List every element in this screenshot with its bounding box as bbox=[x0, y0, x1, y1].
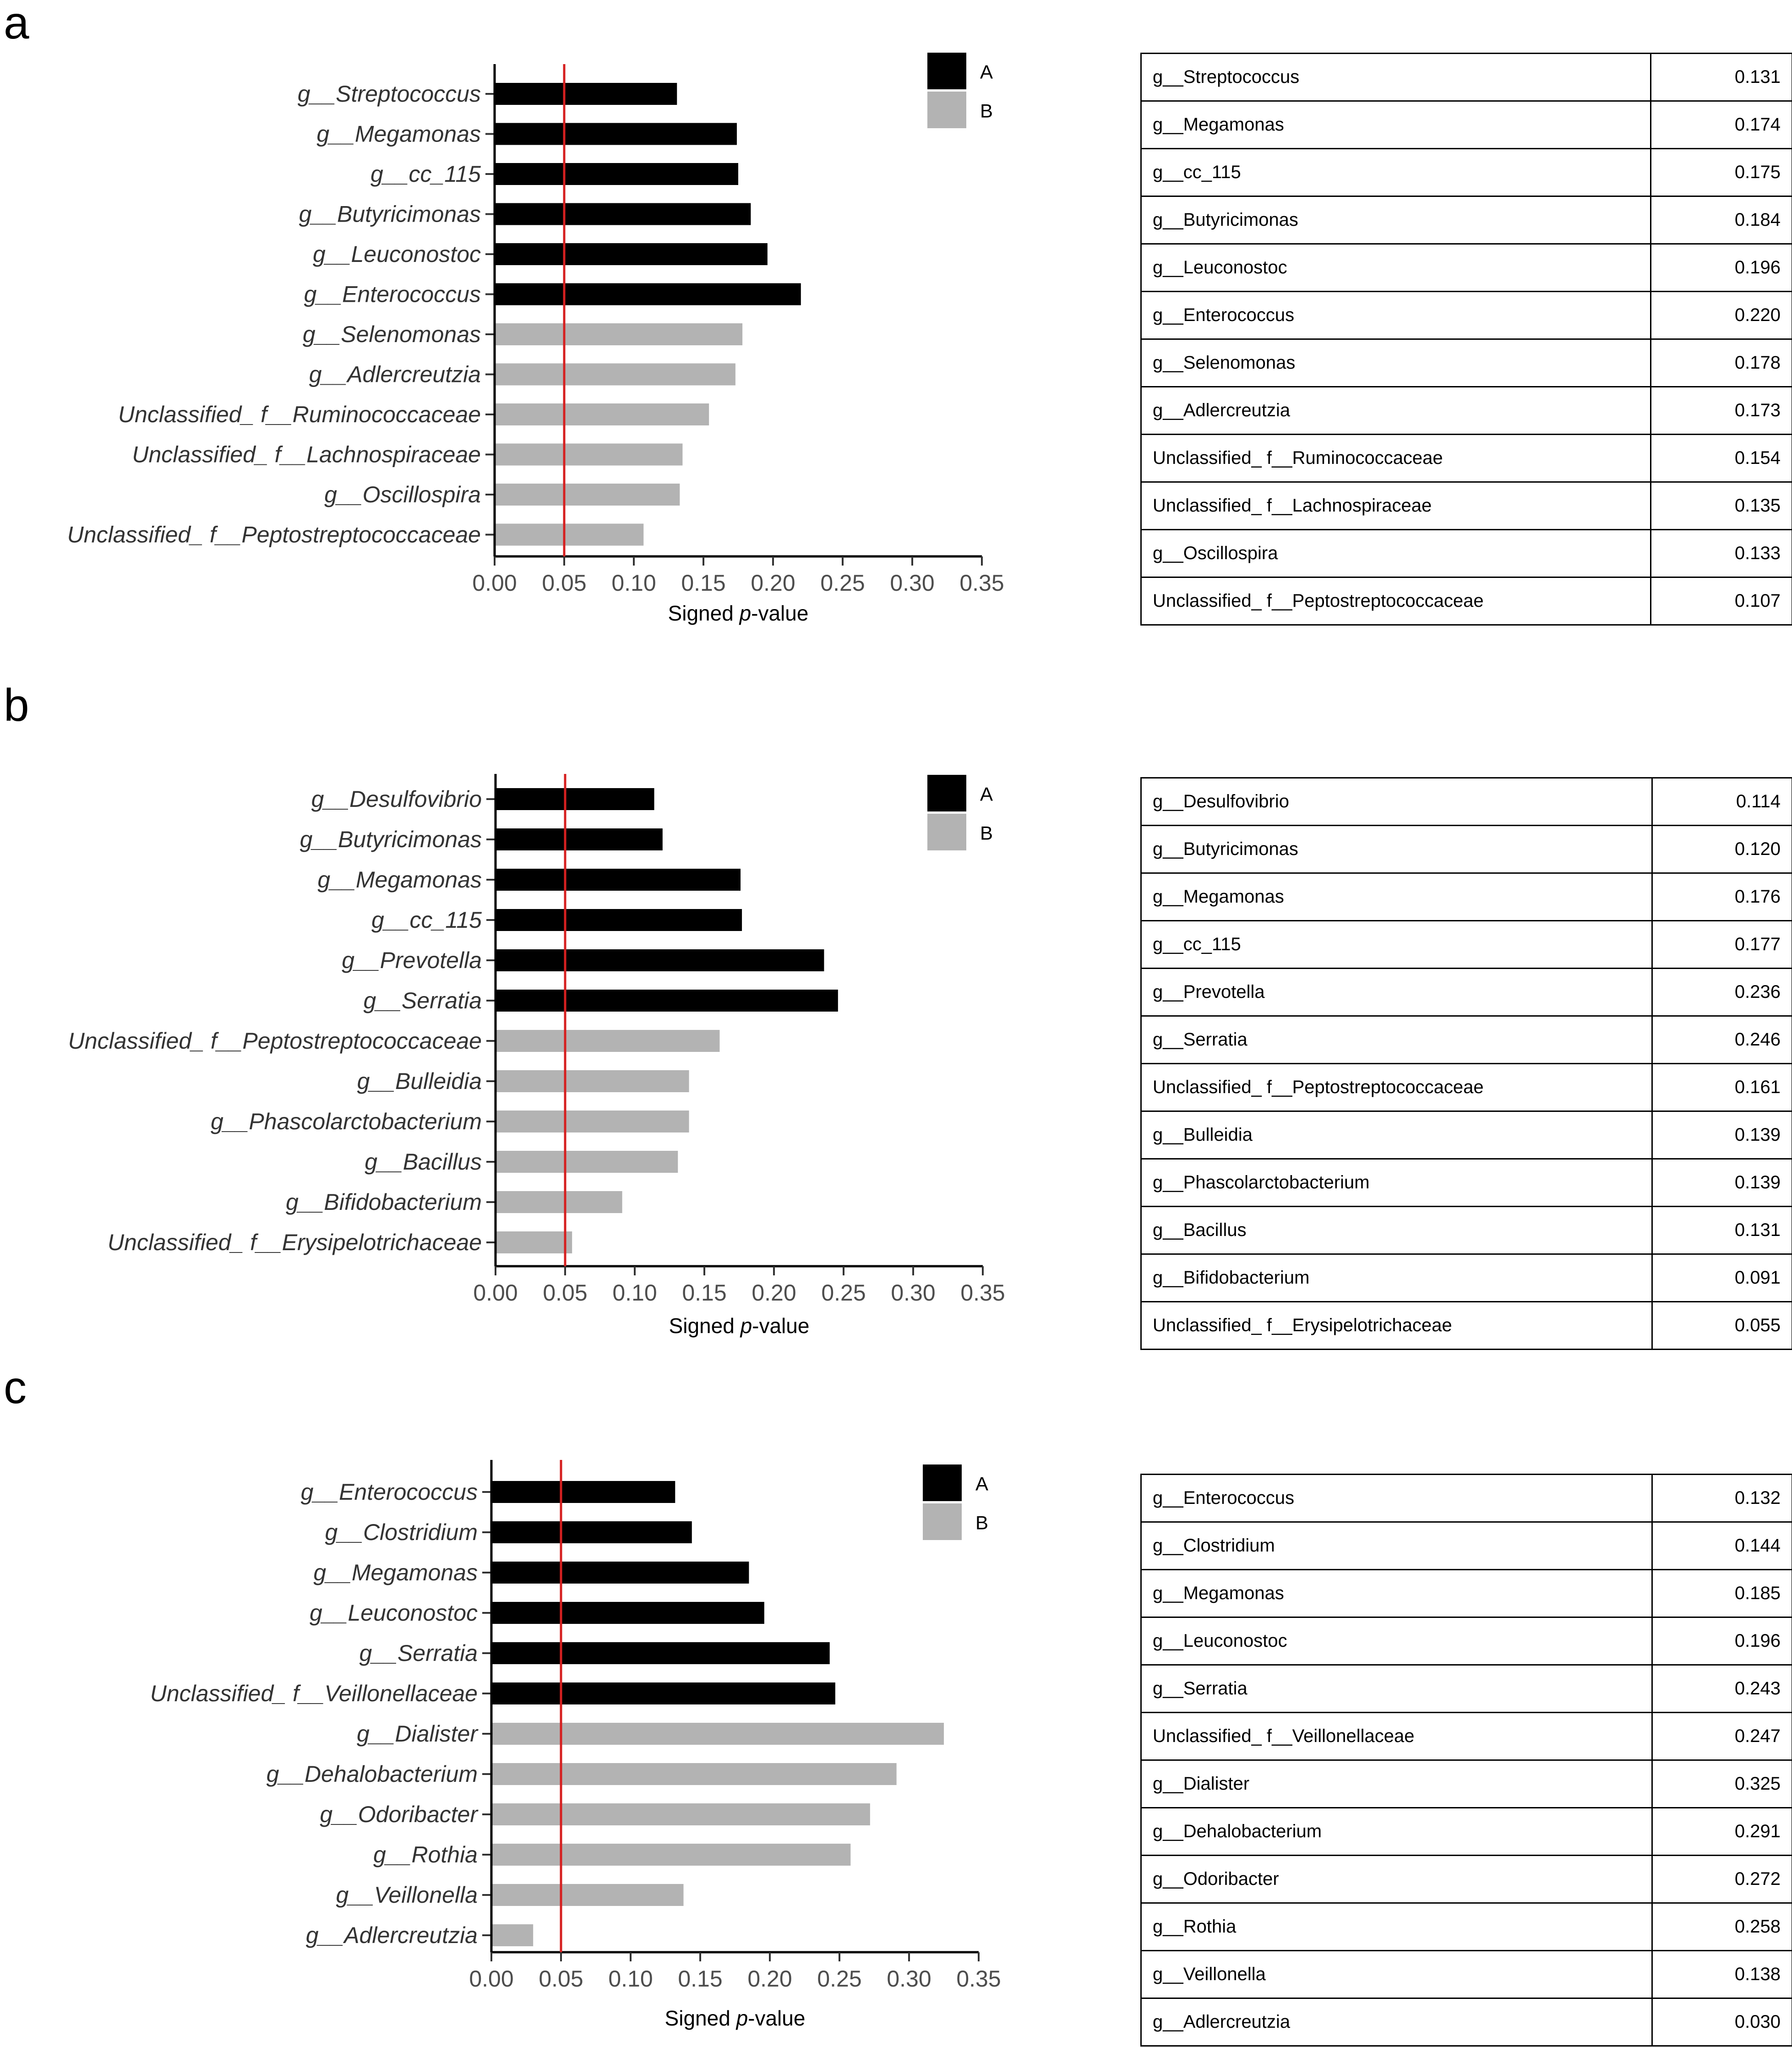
table-row bbox=[1141, 149, 1792, 196]
category-label: g__Phascolarctobacterium bbox=[211, 1109, 482, 1134]
x-tick-label: 0.30 bbox=[890, 570, 934, 596]
table-row bbox=[1141, 244, 1792, 292]
bar bbox=[491, 1924, 533, 1946]
category-label: g__Desulfovibrio bbox=[311, 786, 482, 812]
bar bbox=[495, 484, 680, 506]
table-row bbox=[1141, 1713, 1792, 1760]
taxon-cell: g__Clostridium bbox=[1141, 1522, 1652, 1570]
taxon-cell: Unclassified_ f__Peptostreptococcaceae bbox=[1141, 1064, 1652, 1111]
category-label: g__Dehalobacterium bbox=[267, 1761, 478, 1787]
bar bbox=[491, 1562, 749, 1584]
table-row bbox=[1141, 1254, 1792, 1302]
value-cell: 0.176 bbox=[1652, 873, 1792, 921]
taxon-cell: g__Megamonas bbox=[1141, 1570, 1652, 1617]
table-row bbox=[1141, 921, 1792, 969]
table-row bbox=[1141, 1302, 1792, 1350]
value-cell: 0.325 bbox=[1652, 1760, 1792, 1808]
x-axis-label: Signed p-value bbox=[665, 2006, 806, 2031]
taxon-cell: g__Bifidobacterium bbox=[1141, 1254, 1652, 1302]
taxon-cell: g__Serratia bbox=[1141, 1665, 1652, 1713]
category-label: g__Adlercreutzia bbox=[309, 362, 481, 387]
taxon-cell: Unclassified_ f__Peptostreptococcaceae bbox=[1141, 577, 1651, 625]
category-label: Unclassified_ f__Lachnospiraceae bbox=[132, 442, 481, 468]
x-tick-label: 0.10 bbox=[612, 1280, 657, 1306]
x-tick-label: 0.25 bbox=[821, 1280, 866, 1306]
x-tick-label: 0.10 bbox=[611, 570, 656, 596]
taxon-cell: g__Adlercreutzia bbox=[1141, 387, 1651, 435]
value-cell: 0.196 bbox=[1651, 244, 1792, 292]
bar bbox=[496, 1231, 572, 1253]
category-label: Unclassified_ f__Peptostreptococcaceae bbox=[67, 522, 481, 548]
category-label: g__Enterococcus bbox=[304, 282, 481, 307]
x-tick-label: 0.35 bbox=[960, 1280, 1005, 1306]
bar bbox=[496, 788, 654, 810]
panel-b bbox=[0, 682, 1792, 1365]
category-label: g__Butyricimonas bbox=[299, 201, 481, 227]
bar bbox=[495, 323, 742, 345]
value-cell: 0.184 bbox=[1651, 196, 1792, 244]
x-tick-label: 0.25 bbox=[820, 570, 865, 596]
value-cell: 0.272 bbox=[1652, 1856, 1792, 1903]
table-row bbox=[1141, 1856, 1792, 1903]
bar bbox=[495, 403, 709, 425]
table-row bbox=[1141, 1808, 1792, 1856]
value-cell: 0.138 bbox=[1652, 1951, 1792, 1998]
bar bbox=[491, 1481, 675, 1503]
bar bbox=[496, 1191, 622, 1213]
values-table bbox=[1140, 777, 1792, 1350]
bar bbox=[491, 1602, 764, 1624]
category-label: g__Megamonas bbox=[317, 867, 482, 893]
taxon-cell: g__Bulleidia bbox=[1141, 1111, 1652, 1159]
x-tick-label: 0.30 bbox=[887, 1966, 931, 1992]
bar bbox=[496, 909, 742, 931]
taxon-cell: g__Megamonas bbox=[1141, 101, 1651, 149]
taxon-cell: g__Adlercreutzia bbox=[1141, 1998, 1652, 2046]
table-row bbox=[1141, 196, 1792, 244]
category-label: g__Butyricimonas bbox=[300, 827, 482, 852]
table-row bbox=[1141, 101, 1792, 149]
taxon-cell: g__Rothia bbox=[1141, 1903, 1652, 1951]
table-row bbox=[1141, 1760, 1792, 1808]
table-row bbox=[1141, 577, 1792, 625]
value-cell: 0.178 bbox=[1651, 339, 1792, 387]
value-cell: 0.030 bbox=[1652, 1998, 1792, 2046]
table-row bbox=[1141, 530, 1792, 577]
taxon-cell: g__Megamonas bbox=[1141, 873, 1652, 921]
bar bbox=[495, 203, 751, 225]
bar bbox=[491, 1763, 897, 1785]
table-row bbox=[1141, 1111, 1792, 1159]
bar bbox=[495, 283, 801, 305]
taxon-cell: Unclassified_ f__Erysipelotrichaceae bbox=[1141, 1302, 1652, 1350]
taxon-cell: g__Dialister bbox=[1141, 1760, 1652, 1808]
table-row bbox=[1141, 435, 1792, 482]
value-cell: 0.107 bbox=[1651, 577, 1792, 625]
value-cell: 0.243 bbox=[1652, 1665, 1792, 1713]
taxon-cell: g__Oscillospira bbox=[1141, 530, 1651, 577]
category-label: g__Megamonas bbox=[316, 121, 481, 147]
table-row bbox=[1141, 387, 1792, 435]
table-row bbox=[1141, 1475, 1792, 1522]
x-axis-label: Signed p-value bbox=[669, 1313, 810, 1338]
taxon-cell: g__cc_115 bbox=[1141, 149, 1651, 196]
category-label: g__Rothia bbox=[373, 1842, 478, 1867]
table-row bbox=[1141, 292, 1792, 339]
bar bbox=[495, 163, 738, 185]
x-tick-label: 0.05 bbox=[542, 570, 586, 596]
bar bbox=[496, 1070, 689, 1092]
category-label: g__cc_115 bbox=[371, 907, 482, 933]
category-label: g__Streptococcus bbox=[298, 81, 481, 107]
value-cell: 0.291 bbox=[1652, 1808, 1792, 1856]
bar bbox=[491, 1844, 850, 1866]
bar bbox=[495, 364, 735, 386]
category-label: g__Adlercreutzia bbox=[306, 1922, 478, 1948]
bar bbox=[495, 123, 737, 145]
category-label: g__Leuconostoc bbox=[310, 1600, 478, 1626]
panel-label: b bbox=[4, 682, 29, 728]
x-tick-label: 0.05 bbox=[543, 1280, 587, 1306]
bar bbox=[496, 1111, 689, 1132]
bar bbox=[491, 1521, 692, 1543]
table-row bbox=[1141, 1522, 1792, 1570]
x-tick-label: 0.25 bbox=[817, 1966, 861, 1992]
x-tick-label: 0.15 bbox=[678, 1966, 722, 1992]
table-row bbox=[1141, 1570, 1792, 1617]
table-row bbox=[1141, 1207, 1792, 1254]
value-cell: 0.120 bbox=[1652, 826, 1792, 873]
value-cell: 0.174 bbox=[1651, 101, 1792, 149]
value-cell: 0.236 bbox=[1652, 969, 1792, 1016]
values-table bbox=[1140, 1474, 1792, 2047]
table-row bbox=[1141, 1903, 1792, 1951]
taxon-cell: g__Desulfovibrio bbox=[1141, 778, 1652, 826]
table-row bbox=[1141, 339, 1792, 387]
value-cell: 0.246 bbox=[1652, 1016, 1792, 1064]
x-tick-label: 0.35 bbox=[956, 1966, 1001, 1992]
value-cell: 0.196 bbox=[1652, 1617, 1792, 1665]
value-cell: 0.144 bbox=[1652, 1522, 1792, 1570]
value-cell: 0.135 bbox=[1651, 482, 1792, 530]
x-tick-label: 0.35 bbox=[959, 570, 1004, 596]
x-tick-label: 0.20 bbox=[752, 1280, 796, 1306]
bar bbox=[496, 1151, 678, 1173]
x-tick-label: 0.15 bbox=[681, 570, 725, 596]
category-label: g__Bulleidia bbox=[357, 1068, 482, 1094]
category-label: g__Bacillus bbox=[365, 1149, 482, 1175]
taxon-cell: g__Leuconostoc bbox=[1141, 244, 1651, 292]
table-row bbox=[1141, 778, 1792, 826]
x-tick-label: 0.05 bbox=[539, 1966, 583, 1992]
panel-label: a bbox=[4, 0, 29, 46]
table-row bbox=[1141, 1998, 1792, 2046]
taxon-cell: Unclassified_ f__Veillonellaceae bbox=[1141, 1713, 1652, 1760]
bar bbox=[491, 1723, 944, 1745]
category-label: g__Oscillospira bbox=[324, 482, 481, 507]
taxon-cell: g__Enterococcus bbox=[1141, 292, 1651, 339]
category-label: Unclassified_ f__Ruminococcaceae bbox=[118, 402, 481, 427]
legend-label: A bbox=[980, 784, 993, 805]
bar bbox=[491, 1803, 870, 1825]
value-cell: 0.177 bbox=[1652, 921, 1792, 969]
taxon-cell: g__Bacillus bbox=[1141, 1207, 1652, 1254]
category-label: Unclassified_ f__Veillonellaceae bbox=[150, 1681, 478, 1706]
legend-swatch bbox=[927, 53, 966, 89]
value-cell: 0.132 bbox=[1652, 1475, 1792, 1522]
category-label: g__Clostridium bbox=[325, 1519, 478, 1545]
legend-label: B bbox=[980, 822, 993, 844]
value-cell: 0.161 bbox=[1652, 1064, 1792, 1111]
category-label: Unclassified_ f__Erysipelotrichaceae bbox=[108, 1230, 482, 1255]
bar bbox=[495, 83, 677, 105]
table-row bbox=[1141, 1617, 1792, 1665]
value-cell: 0.139 bbox=[1652, 1111, 1792, 1159]
value-cell: 0.131 bbox=[1652, 1207, 1792, 1254]
category-label: g__Megamonas bbox=[313, 1560, 478, 1585]
value-cell: 0.114 bbox=[1652, 778, 1792, 826]
value-cell: 0.131 bbox=[1651, 54, 1792, 101]
table-row bbox=[1141, 1665, 1792, 1713]
values-table bbox=[1140, 53, 1792, 626]
bar bbox=[496, 949, 824, 971]
bar bbox=[496, 1030, 719, 1052]
category-label: g__cc_115 bbox=[370, 161, 481, 187]
taxon-cell: g__Serratia bbox=[1141, 1016, 1652, 1064]
taxon-cell: Unclassified_ f__Lachnospiraceae bbox=[1141, 482, 1651, 530]
table-row bbox=[1141, 1951, 1792, 1998]
x-axis-label: Signed p-value bbox=[668, 601, 809, 626]
value-cell: 0.091 bbox=[1652, 1254, 1792, 1302]
legend-swatch bbox=[923, 1503, 962, 1540]
taxon-cell: g__Leuconostoc bbox=[1141, 1617, 1652, 1665]
x-tick-label: 0.30 bbox=[891, 1280, 935, 1306]
taxon-cell: g__Selenomonas bbox=[1141, 339, 1651, 387]
bar bbox=[495, 243, 768, 265]
category-label: g__Leuconostoc bbox=[313, 241, 481, 267]
table-row bbox=[1141, 1064, 1792, 1111]
x-tick-label: 0.20 bbox=[751, 570, 795, 596]
bar bbox=[496, 828, 663, 850]
bar-chart bbox=[0, 1365, 1053, 2045]
category-label: g__Enterococcus bbox=[301, 1479, 478, 1505]
value-cell: 0.154 bbox=[1651, 435, 1792, 482]
legend-label: B bbox=[975, 1512, 988, 1534]
legend-swatch bbox=[923, 1464, 962, 1501]
value-cell: 0.220 bbox=[1651, 292, 1792, 339]
bar-chart bbox=[0, 682, 1053, 1323]
x-tick-label: 0.00 bbox=[469, 1966, 513, 1992]
category-label: g__Serratia bbox=[359, 1640, 478, 1666]
x-tick-label: 0.10 bbox=[608, 1966, 653, 1992]
bar bbox=[491, 1642, 830, 1664]
table-row bbox=[1141, 873, 1792, 921]
category-label: Unclassified_ f__Peptostreptococcaceae bbox=[68, 1028, 482, 1054]
x-tick-label: 0.20 bbox=[747, 1966, 792, 1992]
taxon-cell: g__Enterococcus bbox=[1141, 1475, 1652, 1522]
category-label: g__Serratia bbox=[364, 988, 482, 1013]
value-cell: 0.258 bbox=[1652, 1903, 1792, 1951]
x-tick-label: 0.15 bbox=[682, 1280, 726, 1306]
table-row bbox=[1141, 482, 1792, 530]
value-cell: 0.139 bbox=[1652, 1159, 1792, 1207]
taxon-cell: g__Prevotella bbox=[1141, 969, 1652, 1016]
taxon-cell: g__Butyricimonas bbox=[1141, 196, 1651, 244]
value-cell: 0.173 bbox=[1651, 387, 1792, 435]
legend-swatch bbox=[927, 92, 966, 128]
value-cell: 0.175 bbox=[1651, 149, 1792, 196]
bar bbox=[496, 990, 838, 1012]
table-row bbox=[1141, 1016, 1792, 1064]
legend-swatch bbox=[927, 814, 966, 850]
legend-label: A bbox=[975, 1473, 988, 1495]
category-label: g__Dialister bbox=[357, 1721, 479, 1747]
bar bbox=[495, 444, 682, 466]
bar bbox=[491, 1682, 835, 1704]
taxon-cell: g__Butyricimonas bbox=[1141, 826, 1652, 873]
bar bbox=[495, 524, 643, 546]
table-row bbox=[1141, 826, 1792, 873]
value-cell: 0.133 bbox=[1651, 530, 1792, 577]
bar-chart bbox=[0, 0, 1053, 641]
taxon-cell: g__Phascolarctobacterium bbox=[1141, 1159, 1652, 1207]
x-tick-label: 0.00 bbox=[473, 1280, 517, 1306]
value-cell: 0.185 bbox=[1652, 1570, 1792, 1617]
legend-label: B bbox=[980, 100, 993, 122]
legend-label: A bbox=[980, 61, 993, 83]
panel-a bbox=[0, 0, 1792, 682]
taxon-cell: Unclassified_ f__Ruminococcaceae bbox=[1141, 435, 1651, 482]
bar bbox=[496, 869, 741, 891]
category-label: g__Bifidobacterium bbox=[286, 1189, 482, 1215]
category-label: g__Odoribacter bbox=[320, 1802, 479, 1827]
category-label: g__Veillonella bbox=[336, 1882, 478, 1908]
taxon-cell: g__Veillonella bbox=[1141, 1951, 1652, 1998]
legend-swatch bbox=[927, 775, 966, 811]
taxon-cell: g__cc_115 bbox=[1141, 921, 1652, 969]
table-row bbox=[1141, 969, 1792, 1016]
value-cell: 0.055 bbox=[1652, 1302, 1792, 1350]
panel-c bbox=[0, 1365, 1792, 2047]
taxon-cell: g__Streptococcus bbox=[1141, 54, 1651, 101]
table-row bbox=[1141, 54, 1792, 101]
x-tick-label: 0.00 bbox=[472, 570, 517, 596]
taxon-cell: g__Odoribacter bbox=[1141, 1856, 1652, 1903]
value-cell: 0.247 bbox=[1652, 1713, 1792, 1760]
category-label: g__Prevotella bbox=[342, 947, 482, 973]
category-label: g__Selenomonas bbox=[303, 321, 481, 347]
bar bbox=[491, 1884, 684, 1906]
table-row bbox=[1141, 1159, 1792, 1207]
taxon-cell: g__Dehalobacterium bbox=[1141, 1808, 1652, 1856]
panel-label: c bbox=[4, 1365, 27, 1410]
